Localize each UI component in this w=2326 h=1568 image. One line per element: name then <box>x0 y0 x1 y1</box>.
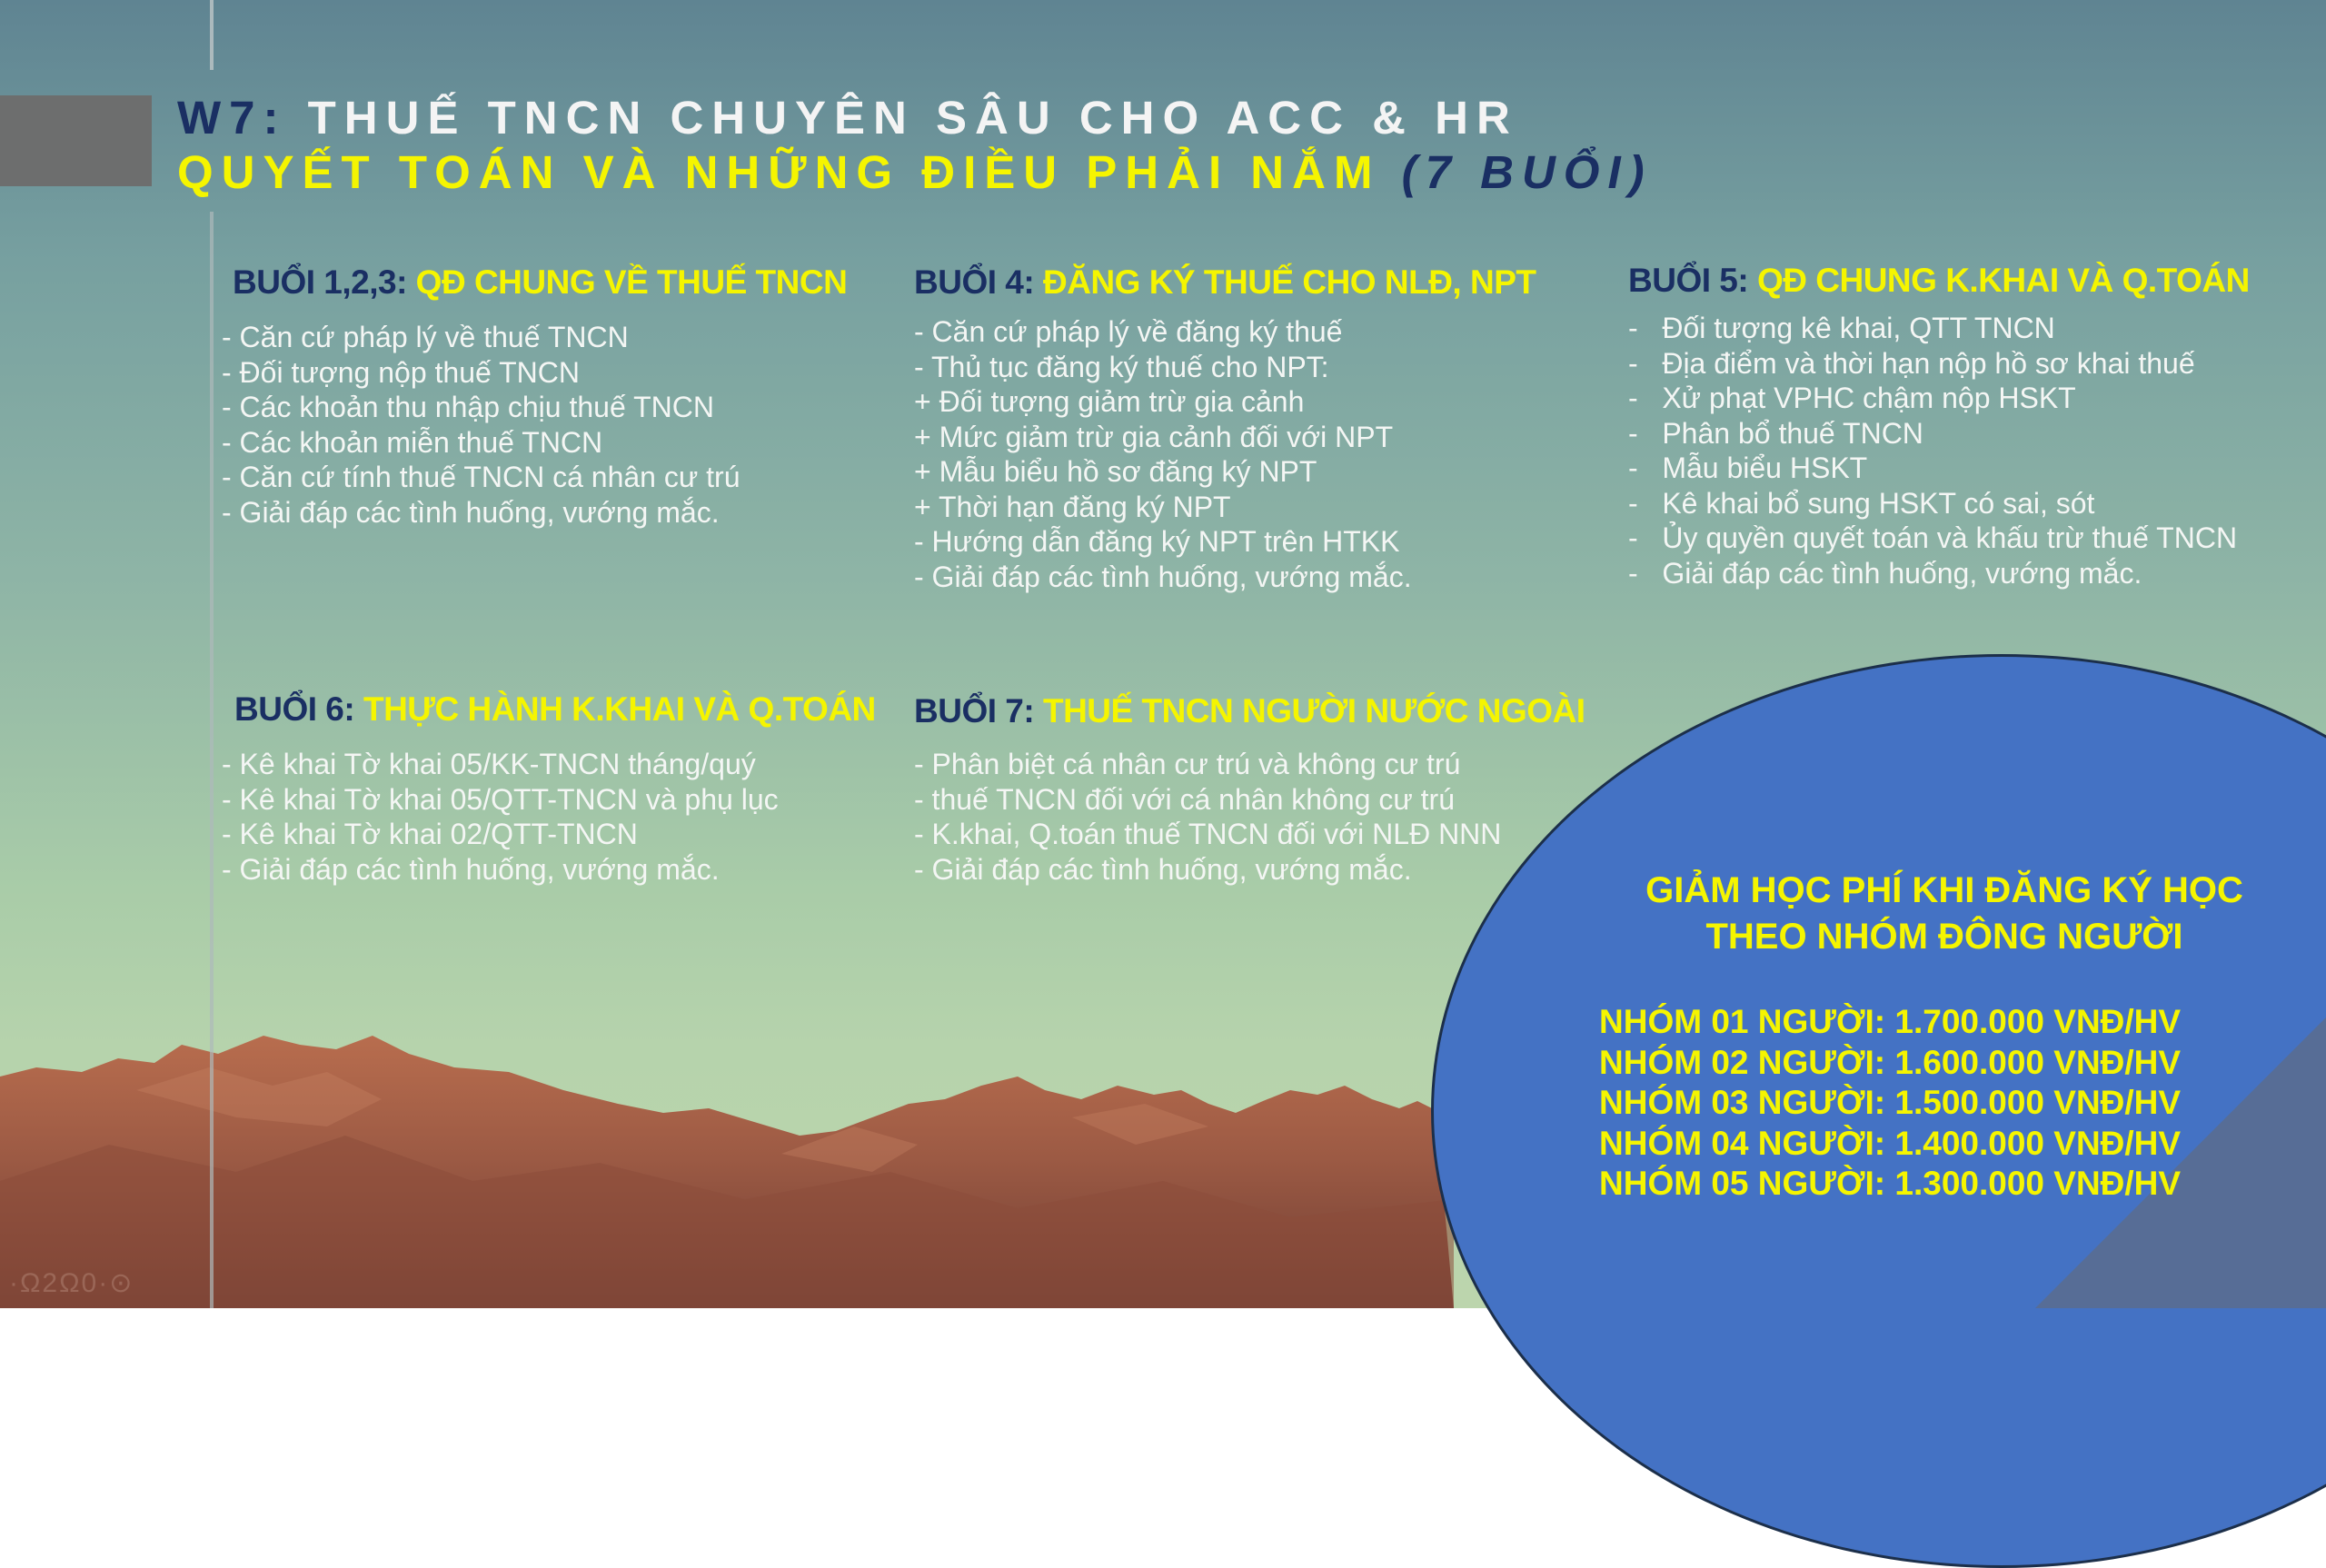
topic-list <box>914 314 1536 594</box>
promo-line-1: GIẢM HỌC PHÍ KHI ĐĂNG KÝ HỌC <box>1645 870 2243 910</box>
list-item: - Kê khai Tờ khai 05/KK-TNCN tháng/quý <box>222 748 756 780</box>
list-item: - K.khai, Q.toán thuế TNCN đối với NLĐ NNN <box>914 818 1502 850</box>
price-item: NHÓM 02 NGƯỜI: 1.600.000 VNĐ/HV <box>1599 1043 2182 1081</box>
section-label: BUỔI 5: <box>1628 262 1749 299</box>
topic-list <box>1628 311 2250 590</box>
page-subtitle <box>177 145 1653 199</box>
vertical-accent-line-top <box>210 0 214 70</box>
list-item: - Giải đáp các tình huống, vướng mắc. <box>914 852 1412 886</box>
section-buoi-1-3 <box>222 263 848 530</box>
list-item: - Địa điểm và thời hạn nộp hồ sơ khai thuế <box>1628 346 2195 380</box>
list-item: - Phân bổ thuế TNCN <box>1628 416 1923 450</box>
list-item: + Đối tượng giảm trừ gia cảnh <box>914 385 1305 418</box>
list-item: - thuế TNCN đối với cá nhân không cư trú <box>914 782 1455 816</box>
promo-line-2: THEO NHÓM ĐÔNG NGƯỜI <box>1705 917 2183 957</box>
vertical-accent-line <box>210 212 214 1308</box>
list-item: - Giải đáp các tình huống, vướng mắc. <box>1628 556 2142 590</box>
section-topic: QĐ CHUNG K.KHAI VÀ Q.TOÁN <box>1748 262 2250 299</box>
topic-list <box>914 747 1585 887</box>
list-item: + Mức giảm trừ gia cảnh đối với NPT <box>914 420 1394 453</box>
section-heading <box>233 263 847 302</box>
section-topic: THỰC HÀNH K.KHAI VÀ Q.TOÁN <box>354 690 876 728</box>
section-heading <box>234 690 876 729</box>
list-item: - Đối tượng kê khai, QTT TNCN <box>1628 312 2055 344</box>
section-topic: THUẾ TNCN NGƯỜI NƯỚC NGOÀI <box>1034 692 1585 729</box>
list-item: - Căn cứ pháp lý về thuế TNCN <box>222 321 629 353</box>
section-buoi-4 <box>914 263 1536 594</box>
list-item: - Mẫu biểu HSKT <box>1628 452 1868 484</box>
section-buoi-7 <box>914 692 1585 887</box>
list-item: - Các khoản thu nhập chịu thuế TNCN <box>222 391 714 423</box>
list-item: - Căn cứ tính thuế TNCN cá nhân cư trú <box>222 461 741 493</box>
section-heading <box>914 263 1536 302</box>
list-item: - Kê khai Tờ khai 05/QTT-TNCN và phụ lục <box>222 782 779 816</box>
section-topic: QĐ CHUNG VỀ THUẾ TNCN <box>406 263 848 301</box>
list-item: - Kê khai Tờ khai 02/QTT-TNCN <box>222 818 638 850</box>
topic-list <box>222 320 847 530</box>
list-item: - Giải đáp các tình huống, vướng mắc. <box>914 560 1412 593</box>
list-item: - Căn cứ pháp lý về đăng ký thuế <box>914 315 1343 348</box>
grey-accent-block <box>0 95 152 186</box>
promo-heading <box>1599 868 2290 960</box>
section-heading <box>914 692 1585 730</box>
price-item: NHÓM 05 NGƯỜI: 1.300.000 VNĐ/HV <box>1599 1165 2182 1202</box>
section-heading <box>1628 262 2250 300</box>
section-topic: ĐĂNG KÝ THUẾ CHO NLĐ, NPT <box>1034 263 1536 301</box>
list-item: - Hướng dẫn đăng ký NPT trên HTKK <box>914 525 1400 558</box>
list-item: - Giải đáp các tình huống, vướng mắc. <box>222 495 720 529</box>
section-label: BUỔI 4: <box>914 263 1035 301</box>
list-item: - Các khoản miễn thuế TNCN <box>222 425 603 459</box>
price-item: NHÓM 03 NGƯỜI: 1.500.000 VNĐ/HV <box>1599 1084 2182 1121</box>
watermark: ·Ω2Ω0·⊙ <box>9 1268 134 1298</box>
topic-list <box>222 747 876 887</box>
section-label: BUỔI 7: <box>914 692 1035 729</box>
section-label: BUỔI 6: <box>234 690 355 728</box>
list-item: - Xử phạt VPHC chậm nộp HSKT <box>1628 382 2076 414</box>
list-item: - Ủy quyền quyết toán và khấu trừ thuế TNCN <box>1628 521 2238 554</box>
price-item: NHÓM 04 NGƯỜI: 1.400.000 VNĐ/HV <box>1599 1124 2182 1162</box>
course-code: W7: <box>177 92 287 144</box>
list-item: - Giải đáp các tình huống, vướng mắc. <box>222 852 720 886</box>
list-item: + Thời hạn đăng ký NPT <box>914 490 1231 523</box>
list-item: - Kê khai bổ sung HSKT có sai, sót <box>1628 486 2095 520</box>
price-item: NHÓM 01 NGƯỜI: 1.700.000 VNĐ/HV <box>1599 1003 2182 1040</box>
session-count: (7 BUỔI) <box>1380 146 1653 198</box>
section-buoi-6 <box>222 690 876 887</box>
list-item: - Đối tượng nộp thuế TNCN <box>222 355 580 389</box>
price-list <box>1599 1002 2181 1205</box>
page-title <box>177 91 1518 144</box>
section-buoi-5 <box>1628 262 2250 590</box>
title-line2: QUYẾT TOÁN VÀ NHỮNG ĐIỀU PHẢI NẮM <box>177 146 1381 198</box>
list-item: + Mẫu biểu hồ sơ đăng ký NPT <box>914 455 1317 488</box>
list-item: - Thủ tục đăng ký thuế cho NPT: <box>914 350 1329 383</box>
list-item: - Phân biệt cá nhân cư trú và không cư trú <box>914 748 1461 780</box>
section-label: BUỔI 1,2,3: <box>233 263 407 301</box>
title-line1: THUẾ TNCN CHUYÊN SÂU CHO ACC & HR <box>286 92 1518 144</box>
